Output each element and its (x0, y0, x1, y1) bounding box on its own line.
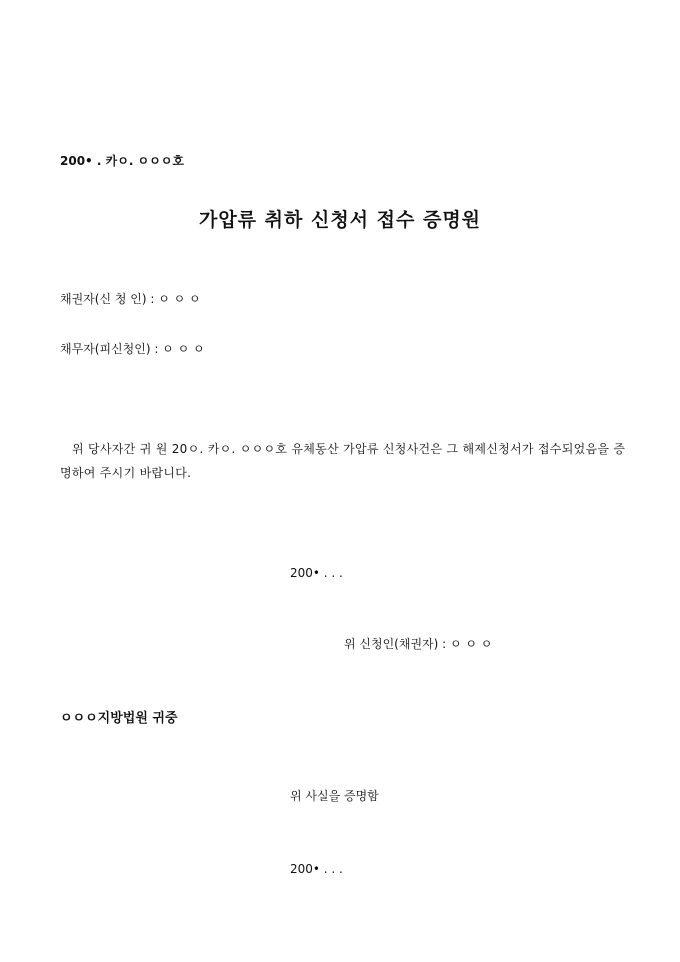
court-addressee: ㅇㅇㅇ지방법원 귀중 (60, 711, 178, 726)
debtor-line: 채무자(피신청인) : ㅇ ㅇ ㅇ (60, 342, 205, 356)
certification-date: 200• . . . (290, 862, 343, 876)
case-number: 200• . 카ㅇ. ㅇㅇㅇ호 (60, 154, 184, 168)
document-title: 가압류 취하 신청서 접수 증명원 (198, 209, 482, 231)
applicant-signature-line: 위 신청인(채권자) : ㅇ ㅇ ㅇ (344, 637, 493, 651)
application-date: 200• . . . (290, 566, 343, 580)
request-body-text: 위 당사자간 귀 원 20ㅇ. 카ㅇ. ㅇㅇㅇ호 유체동산 가압류 신청사건은 그 해제신청서가 접수되었음을 증명하여 주시기 바랍니다. (60, 442, 626, 480)
certification-statement: 위 사실을 증명함 (290, 789, 379, 803)
creditor-line: 채권자(신 청 인) : ㅇ ㅇ ㅇ (60, 292, 201, 306)
